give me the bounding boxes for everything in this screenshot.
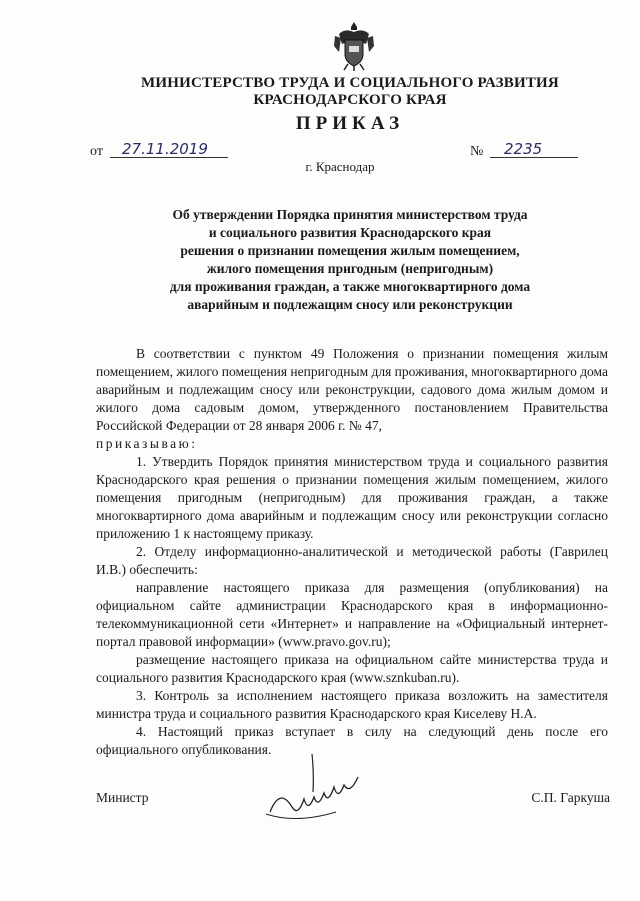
coat-of-arms-icon: [331, 18, 377, 72]
date-prefix: от: [90, 144, 103, 159]
subject-line: решения о признании помещения жилым помещением,: [180, 243, 520, 258]
body-paragraph: В соответствии с пунктом 49 Положения о признании помещения жилым помещением, жилого помещения непригодным для проживания, многоквартирного дома аварийным и подлежащим сносу или реконструкции, садового дома жилым домом и жилого дома садовым домом, утвержденного постановлением Правительства Российской Федерации от 28 января 2006 г. № 47,: [96, 346, 608, 433]
subject-line: для проживания граждан, а также многоквартирного дома: [169, 279, 531, 294]
order-title: ПРИКАЗ: [295, 113, 405, 134]
body-paragraph-orders: приказываю:: [96, 436, 198, 451]
city: г. Краснодар: [305, 159, 375, 174]
body-paragraph: 1. Утвердить Порядок принятия министерством труда и социального развития Краснодарского края решения о признании помещения жилым помещением, жилого помещения пригодным (непригодным) для проживания граждан, а также многоквартирного дома аварийным и подлежащим сносу или реконструкции согласно приложению 1 к настоящему приказу.: [96, 454, 608, 541]
subject-line: аварийным и подлежащим сносу или реконструкции: [187, 297, 513, 312]
number-prefix: №: [470, 144, 484, 159]
order-body: [96, 345, 608, 759]
order-subject: [0, 206, 640, 314]
body-paragraph: 4. Настоящий приказ вступает в силу на следующий день после его официального опубликования.: [96, 724, 608, 757]
body-paragraph: размещение настоящего приказа на официальном сайте министерства труда и социального развития Краснодарского края (www.sznkuban.ru).: [96, 652, 608, 685]
body-paragraph: 3. Контроль за исполнением настоящего приказа возложить на заместителя министра труда и социального развития Краснодарского края Киселеву Н.А.: [96, 688, 608, 721]
order-number: 2235: [490, 140, 578, 158]
ministry-name-line2: КРАСНОДАРСКОГО КРАЯ: [253, 92, 447, 108]
subject-line: и социального развития Краснодарского края: [208, 225, 492, 240]
body-paragraph: 2. Отделу информационно-аналитической и методической работы (Гаврилец И.В.) обеспечить:: [96, 544, 608, 577]
body-paragraph: направление настоящего приказа для размещения (опубликования) на официальном сайте администрации Краснодарского края в информационно-телекоммуникационной сети «Интернет» и направление на «Официальный интернет-портал правовой информации» (www.pravo.gov.ru);: [96, 580, 608, 649]
subject-line: жилого помещения пригодным (непригодным): [206, 261, 494, 276]
date-value: 27.11.2019: [110, 140, 228, 158]
ministry-name-line1: МИНИСТЕРСТВО ТРУДА И СОЦИАЛЬНОГО РАЗВИТИЯ: [141, 75, 559, 91]
signatory-title: Министр: [96, 790, 149, 805]
handwritten-signature-icon: [260, 752, 380, 832]
signatory-name: С.П. Гаркуша: [531, 790, 610, 805]
subject-line: Об утверждении Порядка принятия министерством труда: [172, 207, 528, 222]
